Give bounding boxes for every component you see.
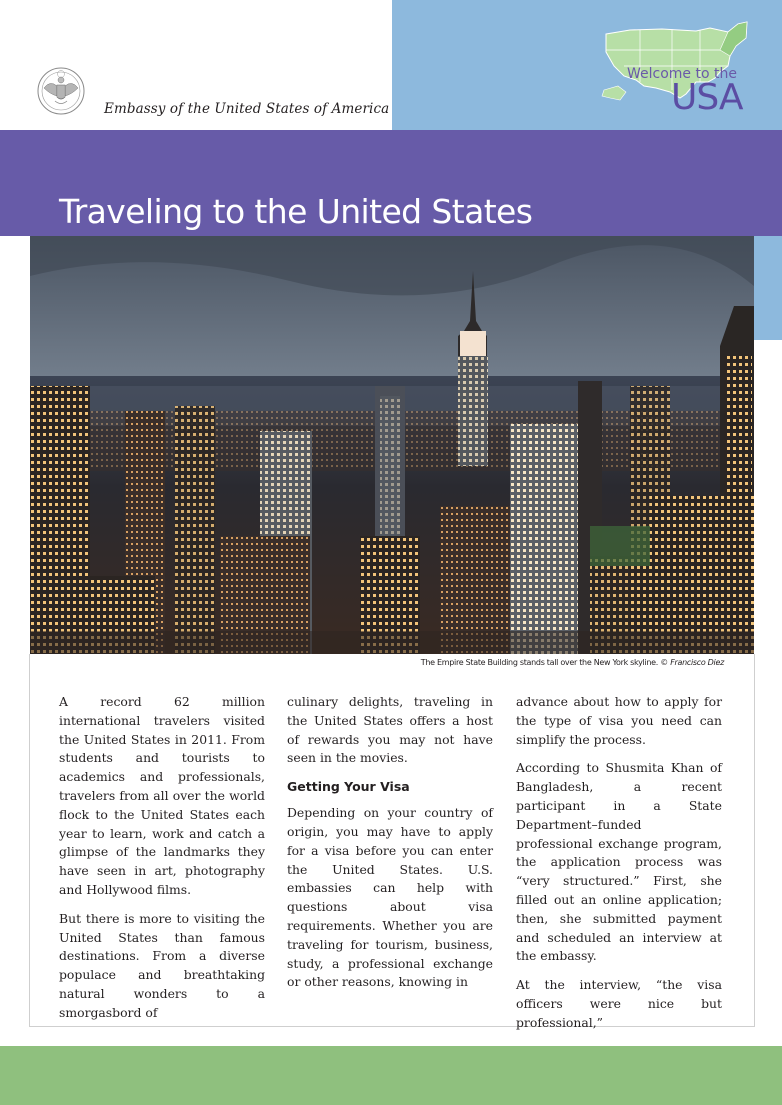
paragraph: A record 62 million international travelers visited the United States in 2011. From students and tourists to academics and professionals, travelers from all over the world flock to the United States each year to learn, work and catch a glimpse of the landmarks they have seen in art, photography and Hollywood films. — [59, 694, 265, 897]
page-title: Traveling to the United States — [59, 192, 533, 231]
article-column-3 — [516, 693, 722, 1043]
caption-text: The Empire State Building stands tall over the New York skyline. — [420, 658, 658, 667]
subheading-getting-your-visa: Getting Your Visa — [287, 779, 410, 795]
paragraph: According to Shusmita Khan of Bangladesh, a recent participant in a State Department–funded professional exchange program, the application process was “very structured.” First, she filled out an online application; then, she submitted payment and scheduled an interview at the embassy. — [516, 760, 722, 964]
paragraph: culinary delights, traveling in the United States offers a host of rewards you may not have seen in the movies. — [287, 694, 493, 766]
embassy-name: Embassy of the United States of America — [104, 101, 390, 117]
paragraph: But there is more to visiting the United States than famous destinations. From a diverse populace and breathtaking natural wonders to a smorgasbord of — [59, 910, 265, 1020]
footer-band — [0, 1046, 782, 1105]
welcome-usa: USA — [671, 77, 743, 118]
great-seal-icon — [36, 66, 86, 116]
paragraph: At the interview, “the visa officers were nice but professional,” — [516, 977, 722, 1030]
paragraph: Depending on your country of origin, you may have to apply for a visa before you can enter the United States. U.S. embassies can help with questions about visa requirements. Whether you are traveling for tourism, business, study, a professional exchange or other reasons, knowing in — [287, 805, 493, 990]
paragraph: advance about how to apply for the type of visa you need can simplify the process. — [516, 694, 722, 747]
article-column-2 — [287, 693, 493, 1002]
welcome-line: Welcome to the — [627, 66, 737, 82]
article-column-1 — [59, 693, 265, 1033]
new-york-skyline-photo — [30, 236, 754, 654]
photo-credit: © Francisco Diez — [660, 658, 724, 667]
side-sky-strip — [754, 236, 782, 340]
